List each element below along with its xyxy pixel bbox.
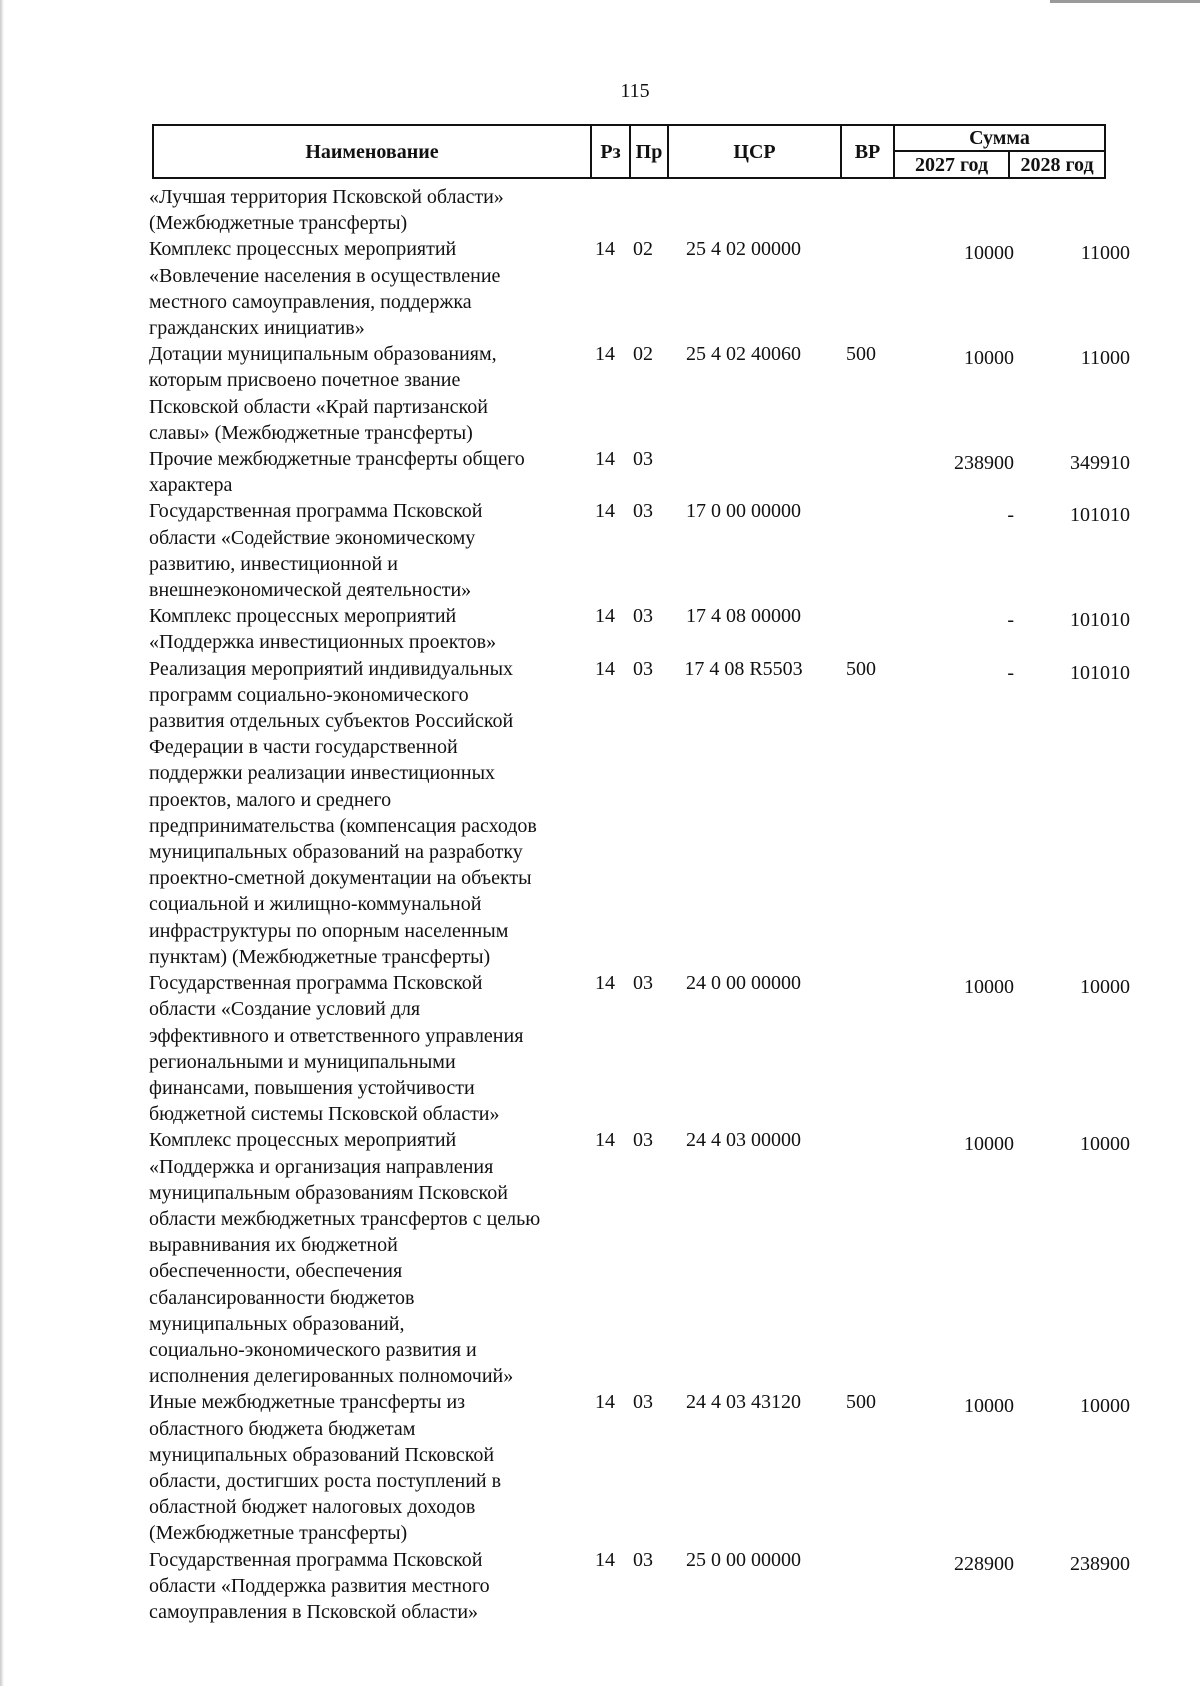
row-csr-value: 25 0 00 00000 (686, 1548, 801, 1571)
row-sum-2027-value: - (1007, 504, 1014, 527)
row-rz (585, 498, 625, 603)
row-csr (661, 184, 826, 236)
row-name-line: муниципальных образований Псковской (149, 1443, 495, 1466)
row-name-line: Иные межбюджетные трансферты из (149, 1391, 466, 1414)
table-row (149, 1389, 1130, 1546)
scan-edge-top (1050, 0, 1200, 3)
row-vr (826, 1547, 896, 1626)
row-sum-2028-value (1023, 184, 1130, 188)
row-pr (625, 656, 661, 970)
row-sum-2027 (896, 1127, 1023, 1389)
row-rz-value: 14 (595, 500, 615, 523)
row-csr-value: 24 4 03 43120 (686, 1391, 801, 1414)
row-sum-2028 (1023, 603, 1130, 655)
row-sum-2028-value: 101010 (1070, 504, 1130, 527)
header-year-2028: 2028 год (1009, 151, 1105, 178)
row-name-line: областной бюджет налоговых доходов (149, 1496, 476, 1519)
row-name-line: области межбюджетных трансфертов с целью (149, 1207, 541, 1230)
row-sum-2028 (1023, 1547, 1130, 1626)
header-year-2027: 2027 год (894, 151, 1009, 178)
row-pr (625, 1389, 661, 1546)
row-name-line: области «Содействие экономическому (149, 526, 476, 549)
row-name-line: Комплекс процессных мероприятий (149, 238, 457, 261)
row-sum-2028-value: 11000 (1080, 347, 1130, 370)
row-rz-value: 14 (595, 448, 615, 471)
row-name-line: проектов, малого и среднего (149, 788, 392, 811)
row-rz-value: 14 (595, 1129, 615, 1152)
row-sum-2028 (1023, 236, 1130, 341)
row-pr (625, 603, 661, 655)
row-sum-2028-value: 11000 (1080, 242, 1130, 265)
row-vr-value: 500 (846, 343, 876, 366)
row-name (149, 1547, 585, 1626)
header-sum: Сумма (894, 125, 1105, 151)
row-name-line: развития отдельных субъектов Российской (149, 710, 514, 733)
row-name-line: муниципальных образований на разработку (149, 841, 523, 864)
row-name (149, 341, 585, 446)
row-vr (826, 236, 896, 341)
row-name (149, 1127, 585, 1389)
table-row (149, 184, 1130, 236)
row-sum-2027 (896, 1389, 1023, 1546)
row-csr-value: 17 4 08 00000 (686, 605, 801, 628)
row-pr-value: 03 (633, 448, 653, 471)
row-sum-2028-value: 10000 (1080, 976, 1130, 999)
row-name (149, 1389, 585, 1546)
row-pr-value: 03 (633, 500, 653, 523)
row-sum-2027-value: 228900 (954, 1552, 1014, 1575)
row-name-line: славы» (Межбюджетные трансферты) (149, 421, 473, 444)
header-name: Наименование (153, 125, 591, 178)
header-vr: ВР (841, 125, 894, 178)
scan-edge (0, 0, 4, 1686)
row-sum-2027 (896, 656, 1023, 970)
row-name-line: Псковской области «Край партизанской (149, 395, 488, 418)
table-row (149, 236, 1130, 341)
table-row (149, 603, 1130, 655)
row-pr (625, 184, 661, 236)
row-vr (826, 970, 896, 1127)
row-name-line: области «Создание условий для (149, 998, 421, 1021)
row-name (149, 498, 585, 603)
row-sum-2028-value: 349910 (1070, 452, 1130, 475)
row-rz-value: 14 (595, 238, 615, 261)
row-pr (625, 1127, 661, 1389)
row-name-line: гражданских инициатив» (149, 317, 365, 340)
row-rz (585, 446, 625, 498)
row-name-line: «Поддержка инвестиционных проектов» (149, 631, 497, 654)
row-sum-2028 (1023, 446, 1130, 498)
row-name-line: Комплекс процессных мероприятий (149, 605, 457, 628)
row-pr (625, 970, 661, 1127)
row-name-line: Государственная программа Псковской (149, 1548, 483, 1571)
row-csr-value: 17 4 08 R5503 (684, 657, 803, 680)
row-vr-value: 500 (846, 1391, 876, 1414)
row-name-line: пунктам) (Межбюджетные трансферты) (149, 945, 491, 968)
row-rz (585, 341, 625, 446)
row-sum-2028-value: 101010 (1070, 661, 1130, 684)
row-pr (625, 341, 661, 446)
row-sum-2027 (896, 970, 1023, 1127)
row-sum-2027-value: 10000 (964, 242, 1014, 265)
row-pr (625, 236, 661, 341)
row-name-line: Государственная программа Псковской (149, 972, 483, 995)
row-rz (585, 1547, 625, 1626)
row-name-line: «Вовлечение населения в осуществление (149, 264, 501, 287)
row-rz (585, 1389, 625, 1546)
row-name-line: региональными и муниципальными (149, 1050, 456, 1073)
row-csr-value: 24 0 00 00000 (686, 972, 801, 995)
row-name-line: социальной и жилищно-коммунальной (149, 893, 482, 916)
row-rz (585, 1127, 625, 1389)
row-name-line: муниципальным образованиям Псковской (149, 1181, 508, 1204)
row-sum-2027 (896, 498, 1023, 603)
row-sum-2027-value (896, 184, 1014, 188)
row-name-line: внешнеэкономической деятельности» (149, 579, 472, 602)
row-name-line: развитию, инвестиционной и (149, 552, 398, 575)
row-sum-2028 (1023, 970, 1130, 1127)
budget-table-body (149, 184, 1130, 1625)
row-name-line: муниципальных образований, (149, 1312, 405, 1335)
row-csr (661, 446, 826, 498)
row-rz (585, 603, 625, 655)
row-vr (826, 656, 896, 970)
row-vr (826, 498, 896, 603)
row-name-line: характера (149, 474, 233, 497)
row-sum-2028-value: 10000 (1080, 1133, 1130, 1156)
row-name (149, 446, 585, 498)
table-row (149, 656, 1130, 970)
row-name (149, 236, 585, 341)
row-csr-value: 24 4 03 00000 (686, 1129, 801, 1152)
row-pr-value: 03 (633, 1129, 653, 1152)
row-rz-value: 14 (595, 1548, 615, 1571)
row-name-line: сбалансированности бюджетов (149, 1286, 415, 1309)
row-pr (625, 1547, 661, 1626)
row-csr (661, 341, 826, 446)
row-name-line: Государственная программа Псковской (149, 500, 483, 523)
row-name-line: которым присвоено почетное звание (149, 369, 461, 392)
row-pr (625, 446, 661, 498)
row-sum-2027 (896, 1547, 1023, 1626)
row-name-line: самоуправления в Псковской области» (149, 1600, 479, 1623)
row-name-line: инфраструктуры по опорным населенным (149, 919, 509, 942)
row-csr (661, 1547, 826, 1626)
row-sum-2027-value: 238900 (954, 452, 1014, 475)
row-csr-value: 25 4 02 00000 (686, 238, 801, 261)
row-csr-value: 17 0 00 00000 (686, 500, 801, 523)
row-name-line: выравнивания их бюджетной (149, 1234, 398, 1257)
row-sum-2028 (1023, 1127, 1130, 1389)
budget-table (149, 184, 1130, 1625)
row-name-line: области «Поддержка развития местного (149, 1574, 490, 1597)
row-pr-value: 03 (633, 972, 653, 995)
row-name-line: эффективного и ответственного управления (149, 1024, 524, 1047)
row-pr (625, 498, 661, 603)
row-pr-value: 03 (633, 657, 653, 680)
row-name (149, 603, 585, 655)
row-sum-2027 (896, 341, 1023, 446)
row-name-line: (Межбюджетные трансферты) (149, 1522, 408, 1545)
row-rz-value: 14 (595, 657, 615, 680)
row-name-line: социально-экономического развития и (149, 1338, 477, 1361)
row-name-line: местного самоуправления, поддержка (149, 290, 472, 313)
row-pr-value: 02 (633, 238, 653, 261)
row-sum-2028-value: 10000 (1080, 1395, 1130, 1418)
row-csr (661, 498, 826, 603)
row-vr-value: 500 (846, 657, 876, 680)
row-csr (661, 970, 826, 1127)
row-pr-value: 03 (633, 605, 653, 628)
row-vr (826, 603, 896, 655)
table-row (149, 970, 1130, 1127)
row-csr-value: 25 4 02 40060 (686, 343, 801, 366)
row-name-line: (Межбюджетные трансферты) (149, 212, 408, 235)
row-sum-2027 (896, 184, 1023, 236)
row-name-line: «Поддержка и организация направления (149, 1155, 494, 1178)
row-name-line: Федерации в части государственной (149, 736, 458, 759)
row-name-line: бюджетной системы Псковской области» (149, 1103, 500, 1126)
row-sum-2028 (1023, 1389, 1130, 1546)
row-sum-2028 (1023, 341, 1130, 446)
row-name-line: Прочие межбюджетные трансферты общего (149, 448, 525, 471)
table-row (149, 341, 1130, 446)
row-rz (585, 236, 625, 341)
row-name-line: поддержки реализации инвестиционных (149, 762, 496, 785)
table-header (152, 124, 1106, 179)
row-vr (826, 1389, 896, 1546)
row-vr (826, 446, 896, 498)
table-row (149, 446, 1130, 498)
row-csr (661, 656, 826, 970)
row-pr-value: 02 (633, 343, 653, 366)
row-rz-value: 14 (595, 972, 615, 995)
row-vr (826, 184, 896, 236)
row-rz-value: 14 (595, 1391, 615, 1414)
table-row (149, 1547, 1130, 1626)
header-pr: Пр (630, 125, 668, 178)
row-sum-2027-value: - (1007, 609, 1014, 632)
row-sum-2028-value: 238900 (1070, 1552, 1130, 1575)
row-sum-2028 (1023, 498, 1130, 603)
row-rz-value: 14 (595, 605, 615, 628)
row-sum-2028-value: 101010 (1070, 609, 1130, 632)
page-number: 115 (620, 80, 650, 102)
row-name-line: программ социально-экономического (149, 683, 469, 706)
row-name-line: Комплекс процессных мероприятий (149, 1129, 457, 1152)
row-rz (585, 656, 625, 970)
row-name-line: предпринимательства (компенсация расходов (149, 814, 537, 837)
row-name-line: Дотации муниципальным образованиям, (149, 343, 497, 366)
header-csr: ЦСР (668, 125, 841, 178)
row-name-line: обеспеченности, обеспечения (149, 1260, 403, 1283)
row-sum-2027-value: - (1007, 661, 1014, 684)
row-name-line: «Лучшая территория Псковской области» (149, 186, 504, 208)
row-vr (826, 341, 896, 446)
row-name-line: Реализация мероприятий индивидуальных (149, 657, 514, 680)
row-sum-2027-value: 10000 (964, 976, 1014, 999)
row-rz (585, 970, 625, 1127)
row-pr-value: 03 (633, 1391, 653, 1414)
row-sum-2027-value: 10000 (964, 347, 1014, 370)
row-name (149, 970, 585, 1127)
row-csr (661, 236, 826, 341)
row-sum-2028 (1023, 184, 1130, 236)
row-name-line: областного бюджета бюджетам (149, 1417, 416, 1440)
table-row (149, 498, 1130, 603)
row-sum-2027 (896, 236, 1023, 341)
row-sum-2028 (1023, 656, 1130, 970)
row-pr-value: 03 (633, 1548, 653, 1571)
row-sum-2027-value: 10000 (964, 1133, 1014, 1156)
row-name-line: исполнения делегированных полномочий» (149, 1365, 514, 1388)
row-rz (585, 184, 625, 236)
row-csr (661, 1127, 826, 1389)
row-vr (826, 1127, 896, 1389)
header-rz: Рз (591, 125, 630, 178)
row-name (149, 184, 585, 236)
table-row (149, 1127, 1130, 1389)
row-name-line: проектно-сметной документации на объекты (149, 867, 532, 890)
row-csr (661, 603, 826, 655)
row-rz-value: 14 (595, 343, 615, 366)
row-name-line: области, достигших роста поступлений в (149, 1469, 502, 1492)
row-csr (661, 1389, 826, 1546)
row-sum-2027 (896, 603, 1023, 655)
row-name-line: финансами, повышения устойчивости (149, 1076, 475, 1099)
row-name (149, 656, 585, 970)
row-sum-2027-value: 10000 (964, 1395, 1014, 1418)
row-sum-2027 (896, 446, 1023, 498)
